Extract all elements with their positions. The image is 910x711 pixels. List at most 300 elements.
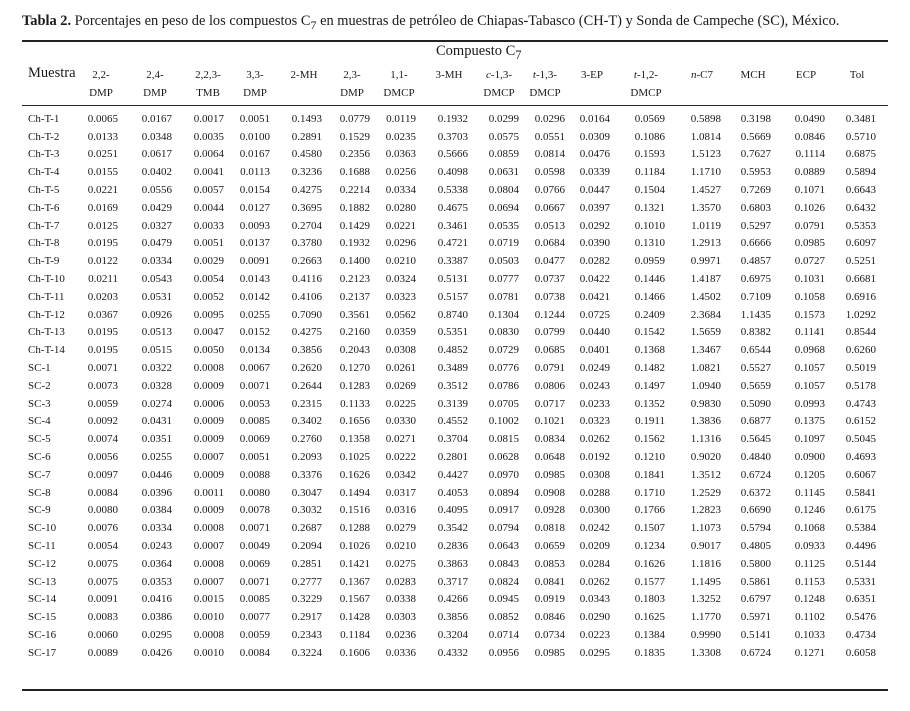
value-cell: 0.0133 [87, 130, 118, 143]
value-cell: 0.0853 [534, 557, 565, 570]
value-cell: 0.0330 [385, 415, 416, 428]
value-cell: 0.8382 [740, 326, 771, 339]
value-cell: 1.3467 [690, 344, 721, 357]
value-cell: 0.5338 [437, 184, 468, 197]
value-cell: 0.5178 [845, 379, 876, 392]
table-row [0, 199, 876, 217]
value-cell: 0.0928 [534, 504, 565, 517]
table-row [0, 377, 876, 395]
value-cell: 0.0142 [239, 290, 270, 303]
value-cell: 0.0402 [141, 166, 172, 179]
column-header: 3,3- DMP [243, 69, 267, 99]
value-cell: 0.0261 [385, 362, 416, 375]
value-cell: 0.0211 [88, 273, 118, 286]
value-cell: 0.4840 [740, 451, 771, 464]
value-cell: 0.2620 [291, 362, 322, 375]
value-cell: 0.2644 [291, 379, 322, 392]
sample-id-cell: Ch-T-12 [28, 308, 65, 321]
value-cell: 0.0985 [794, 237, 825, 250]
value-cell: 0.5666 [437, 148, 468, 161]
value-cell: 0.6097 [845, 237, 876, 250]
value-cell: 0.0279 [385, 522, 416, 535]
value-cell: 0.1429 [339, 219, 370, 232]
value-cell: 0.0476 [579, 148, 610, 161]
value-cell: 0.0846 [794, 130, 825, 143]
table-row [0, 555, 876, 573]
value-cell: 0.0628 [488, 451, 519, 464]
value-cell: 0.1057 [794, 379, 825, 392]
value-cell: 0.0275 [385, 557, 416, 570]
value-cell: 0.6351 [845, 593, 876, 606]
value-cell: 0.0799 [534, 326, 565, 339]
value-cell: 0.0401 [579, 344, 610, 357]
value-cell: 0.0134 [239, 344, 270, 357]
value-cell: 0.5659 [740, 379, 771, 392]
value-cell: 0.1358 [339, 433, 370, 446]
value-cell: 0.6797 [740, 593, 771, 606]
sample-id-cell: SC-6 [28, 451, 51, 464]
value-cell: 0.3703 [437, 130, 468, 143]
value-cell: 0.0008 [193, 629, 224, 641]
value-cell: 0.3236 [291, 166, 322, 179]
value-cell: 0.0089 [87, 646, 118, 659]
column-header: 2,2,3- TMB [195, 69, 221, 99]
value-cell: 0.0717 [534, 397, 565, 410]
table-caption [22, 13, 839, 33]
value-cell: 0.0714 [488, 629, 519, 641]
value-cell: 0.2836 [437, 540, 468, 553]
value-cell: 0.0060 [87, 629, 118, 641]
value-cell: 0.1516 [339, 504, 370, 517]
value-cell: 0.0933 [794, 540, 825, 553]
value-cell: 0.0137 [239, 237, 270, 250]
value-cell: 0.5527 [740, 362, 771, 375]
value-cell: 0.0446 [141, 468, 172, 481]
value-cell: 0.0009 [193, 379, 224, 392]
value-cell: 0.4552 [437, 415, 468, 428]
value-cell: 0.0088 [239, 468, 270, 481]
value-cell: 0.1421 [339, 557, 370, 570]
value-cell: 0.6877 [740, 415, 771, 428]
sample-id-cell: SC-9 [28, 504, 51, 517]
value-cell: 0.0071 [87, 362, 118, 375]
value-cell: 0.0143 [239, 273, 270, 286]
sample-column-header: Muestra [28, 65, 76, 81]
sample-id-cell: Ch-T-1 [28, 112, 60, 125]
value-cell: 0.2801 [437, 451, 468, 464]
bottom-rule [22, 689, 888, 691]
value-cell: 1.4502 [690, 290, 721, 303]
value-cell: 0.0167 [141, 112, 172, 125]
value-cell: 0.0064 [193, 148, 224, 161]
sample-id-cell: SC-13 [28, 575, 57, 588]
value-cell: 0.0282 [579, 255, 610, 268]
value-cell: 2.3684 [690, 308, 721, 321]
value-cell: 0.0203 [87, 290, 118, 303]
value-cell: 0.4098 [437, 166, 468, 179]
value-cell: 0.6175 [845, 504, 876, 517]
value-cell: 0.0339 [579, 166, 610, 179]
value-cell: 1.4527 [690, 184, 721, 197]
value-cell: 0.1210 [634, 451, 665, 464]
value-cell: 0.0705 [488, 397, 519, 410]
value-cell: 1.3570 [690, 201, 721, 214]
table-row [0, 110, 876, 128]
value-cell: 0.0359 [385, 326, 416, 339]
value-cell: 0.6058 [845, 646, 876, 659]
value-cell: 0.0804 [488, 184, 519, 197]
value-cell: 0.0009 [193, 468, 224, 481]
value-cell: 0.0830 [488, 326, 519, 339]
value-cell: 0.5841 [845, 486, 876, 499]
value-cell: 0.3489 [437, 362, 468, 375]
value-cell: 0.8544 [845, 326, 876, 339]
value-cell: 0.0127 [239, 201, 270, 214]
table-row [0, 626, 876, 644]
compound-group-header: Compuesto $C_7$ [436, 43, 522, 62]
value-cell: 1.1316 [690, 433, 721, 446]
value-cell: 0.0223 [579, 629, 610, 641]
value-cell: 0.0078 [239, 504, 270, 517]
value-cell: 0.1688 [339, 166, 370, 179]
table-row [0, 484, 876, 502]
value-cell: 0.4275 [291, 184, 322, 197]
value-cell: 0.2704 [291, 219, 322, 232]
value-cell: 0.5861 [740, 575, 771, 588]
value-cell: 0.0490 [794, 112, 825, 125]
value-cell: 0.0255 [141, 451, 172, 464]
value-cell: 0.5251 [845, 255, 876, 268]
value-cell: 1.3252 [690, 593, 721, 606]
sample-id-cell: Ch-T-3 [28, 148, 60, 161]
value-cell: 0.0269 [385, 379, 416, 392]
value-cell: 0.0295 [141, 629, 172, 641]
value-cell: 0.3387 [437, 255, 468, 268]
value-cell: 0.0859 [488, 148, 519, 161]
value-cell: 0.0210 [385, 540, 416, 553]
sample-id-cell: Ch-T-2 [28, 130, 60, 143]
value-cell: 1.5659 [690, 326, 721, 339]
value-cell: 0.1446 [634, 273, 665, 286]
value-cell: 0.2343 [291, 629, 322, 641]
value-cell: 0.6260 [845, 344, 876, 357]
value-cell: 0.0008 [193, 362, 224, 375]
value-cell: 0.0719 [488, 237, 519, 250]
value-cell: 0.1310 [634, 237, 665, 250]
value-cell: 0.4743 [845, 397, 876, 410]
column-header: t-1,3- DMCP [529, 69, 561, 99]
value-cell: 0.0303 [385, 611, 416, 624]
value-cell: 0.0164 [579, 112, 610, 125]
value-cell: 0.0342 [385, 468, 416, 481]
value-cell: 0.1352 [634, 397, 665, 410]
value-cell: 0.0251 [87, 148, 118, 161]
value-cell: 0.0249 [579, 362, 610, 375]
value-cell: 0.0970 [488, 468, 519, 481]
value-cell: 0.0429 [141, 201, 172, 214]
value-cell: 0.1932 [339, 237, 370, 250]
value-cell: 0.1026 [794, 201, 825, 214]
value-cell: 0.1626 [339, 468, 370, 481]
value-cell: 1.1816 [690, 557, 721, 570]
table-row [0, 466, 876, 484]
value-cell: 0.0956 [488, 646, 519, 659]
value-cell: 0.4106 [291, 290, 322, 303]
value-cell: 0.1932 [437, 112, 468, 125]
value-cell: 0.5898 [690, 112, 721, 125]
value-cell: 0.5131 [437, 273, 468, 286]
value-cell: 0.4116 [292, 273, 322, 286]
sample-id-cell: SC-15 [28, 611, 57, 624]
value-cell: 0.0900 [794, 451, 825, 464]
value-cell: 0.1562 [634, 433, 665, 446]
value-cell: 0.2891 [291, 130, 322, 143]
sample-id-cell: SC-12 [28, 557, 57, 570]
value-cell: 0.0421 [579, 290, 610, 303]
value-cell: 0.3461 [437, 219, 468, 232]
value-cell: 0.7090 [291, 308, 322, 321]
table-row [0, 217, 876, 235]
value-cell: 0.1321 [634, 201, 665, 214]
value-cell: 0.6975 [740, 273, 771, 286]
value-cell: 0.0033 [193, 219, 224, 232]
value-cell: 0.0059 [239, 629, 270, 641]
value-cell: 0.0059 [87, 397, 118, 410]
value-cell: 0.1593 [634, 148, 665, 161]
value-cell: 0.7627 [740, 148, 771, 161]
value-cell: 0.0327 [141, 219, 172, 232]
value-cell: 0.0422 [579, 273, 610, 286]
value-cell: 0.0071 [239, 522, 270, 535]
value-cell: 0.1497 [634, 379, 665, 392]
value-cell: 0.5331 [845, 575, 876, 588]
value-cell: 0.0685 [534, 344, 565, 357]
value-cell: 0.0222 [385, 451, 416, 464]
value-cell: 0.1021 [534, 415, 565, 428]
value-cell: 0.0052 [193, 290, 224, 303]
value-cell: 0.0824 [488, 575, 519, 588]
value-cell: 0.0300 [579, 504, 610, 517]
value-cell: 0.0195 [87, 344, 118, 357]
value-cell: 0.0396 [141, 486, 172, 499]
value-cell: 0.0575 [488, 130, 519, 143]
value-cell: 0.0053 [239, 397, 270, 410]
table-row [0, 448, 876, 466]
caption-label: Tabla 2. [22, 13, 72, 29]
value-cell: 0.3047 [291, 486, 322, 499]
value-cell: 0.1367 [339, 575, 370, 588]
table-row [0, 235, 876, 253]
value-cell: 0.0351 [141, 433, 172, 446]
value-cell: 0.0296 [385, 237, 416, 250]
value-cell: 0.0353 [141, 575, 172, 588]
value-cell: 0.0919 [534, 593, 565, 606]
value-cell: 0.0725 [579, 308, 610, 321]
value-cell: 0.0041 [193, 166, 224, 179]
value-cell: 0.6067 [845, 468, 876, 481]
value-cell: 0.0543 [141, 273, 172, 286]
value-cell: 0.1428 [339, 611, 370, 624]
value-cell: 0.3032 [291, 504, 322, 517]
value-cell: 0.0959 [634, 255, 665, 268]
value-cell: 1.1770 [690, 611, 721, 624]
column-header: MCH [740, 69, 766, 81]
value-cell: 0.1494 [339, 486, 370, 499]
value-cell: 0.1184 [340, 629, 370, 641]
value-cell: 0.1400 [339, 255, 370, 268]
value-cell: 0.4675 [437, 201, 468, 214]
value-cell: 0.9990 [690, 629, 721, 641]
sample-id-cell: Ch-T-9 [28, 255, 60, 268]
value-cell: 0.3229 [291, 593, 322, 606]
value-cell: 0.0236 [385, 629, 416, 641]
value-cell: 0.1626 [634, 557, 665, 570]
sample-id-cell: SC-8 [28, 486, 51, 499]
value-cell: 0.1033 [794, 629, 825, 641]
value-cell: 0.0908 [534, 486, 565, 499]
value-cell: 0.1606 [339, 646, 370, 659]
value-cell: 0.0781 [488, 290, 519, 303]
table-row [0, 591, 876, 609]
value-cell: 0.4857 [740, 255, 771, 268]
value-cell: 0.1567 [339, 593, 370, 606]
value-cell: 0.0195 [87, 237, 118, 250]
value-cell: 0.0397 [579, 201, 610, 214]
header-rule [22, 105, 888, 106]
value-cell: 0.4580 [291, 148, 322, 161]
value-cell: 0.9020 [690, 451, 721, 464]
value-cell: 0.0846 [534, 611, 565, 624]
sample-id-cell: SC-4 [28, 415, 51, 428]
value-cell: 0.0097 [87, 468, 118, 481]
value-cell: 0.0083 [87, 611, 118, 624]
value-cell: 0.5645 [740, 433, 771, 446]
value-cell: 0.5953 [740, 166, 771, 179]
value-cell: 0.1248 [794, 593, 825, 606]
value-cell: 0.1002 [488, 415, 519, 428]
value-cell: 0.0069 [239, 557, 270, 570]
value-cell: 0.1493 [291, 112, 322, 125]
value-cell: 0.0985 [534, 646, 565, 659]
table-row [0, 359, 876, 377]
column-header: n-C7 [691, 69, 713, 81]
sample-id-cell: Ch-T-11 [28, 290, 65, 303]
value-cell: 0.5351 [437, 326, 468, 339]
value-cell: 0.3695 [291, 201, 322, 214]
value-cell: 0.0734 [534, 629, 565, 641]
table-row [0, 519, 876, 537]
table-row [0, 181, 876, 199]
value-cell: 0.0503 [488, 255, 519, 268]
value-cell: 0.0044 [193, 201, 224, 214]
value-cell: 0.0343 [579, 593, 610, 606]
value-cell: 0.0080 [239, 486, 270, 499]
value-cell: 0.0818 [534, 522, 565, 535]
value-cell: 0.3542 [437, 522, 468, 535]
value-cell: 0.0225 [385, 397, 416, 410]
value-cell: 0.5141 [740, 629, 771, 641]
sample-id-cell: Ch-T-6 [28, 201, 60, 214]
value-cell: 1.2913 [690, 237, 721, 250]
value-cell: 0.5384 [845, 522, 876, 535]
table-row [0, 395, 876, 413]
value-cell: 0.0076 [87, 522, 118, 535]
table-row [0, 324, 876, 342]
value-cell: 0.1482 [634, 362, 665, 375]
value-cell: 0.0029 [193, 255, 224, 268]
value-cell: 0.5019 [845, 362, 876, 375]
value-cell: 0.0479 [141, 237, 172, 250]
table-row [0, 413, 876, 431]
table-row [0, 288, 876, 306]
value-cell: 0.0531 [141, 290, 172, 303]
value-cell: 0.0047 [193, 326, 224, 339]
value-cell: 0.1086 [634, 130, 665, 143]
value-cell: 0.0243 [141, 540, 172, 553]
value-cell: 0.0051 [239, 112, 270, 125]
sample-id-cell: SC-2 [28, 379, 51, 392]
column-header: ECP [795, 69, 817, 81]
value-cell: 0.0727 [794, 255, 825, 268]
value-cell: 0.0011 [194, 486, 224, 499]
value-cell: 0.0631 [488, 166, 519, 179]
value-cell: 0.0084 [239, 646, 270, 659]
value-cell: 0.0779 [339, 112, 370, 125]
value-cell: 0.0073 [87, 379, 118, 392]
value-cell: 0.1841 [634, 468, 665, 481]
value-cell: 0.0384 [141, 504, 172, 517]
value-cell: 0.3780 [291, 237, 322, 250]
value-cell: 0.0993 [794, 397, 825, 410]
value-cell: 0.0737 [534, 273, 565, 286]
value-cell: 0.0255 [239, 308, 270, 321]
value-cell: 0.0292 [579, 219, 610, 232]
value-cell: 0.1573 [794, 308, 825, 321]
value-cell: 0.0243 [579, 379, 610, 392]
value-cell: 0.2315 [291, 397, 322, 410]
value-cell: 0.2760 [291, 433, 322, 446]
value-cell: 0.1656 [339, 415, 370, 428]
table-row [0, 573, 876, 591]
value-cell: 0.0242 [579, 522, 610, 535]
column-header: 3-EP [581, 69, 603, 81]
value-cell: 0.4053 [437, 486, 468, 499]
value-cell: 0.1766 [634, 504, 665, 517]
value-cell: 0.0169 [87, 201, 118, 214]
table-row [0, 270, 876, 288]
table-row [0, 430, 876, 448]
value-cell: 0.4805 [740, 540, 771, 553]
value-cell: 0.2093 [291, 451, 322, 464]
value-cell: 0.0051 [193, 237, 224, 250]
value-cell: 0.0791 [794, 219, 825, 232]
value-cell: 0.1184 [635, 166, 665, 179]
value-cell: 1.1073 [690, 522, 721, 535]
column-header: 1,1- DMCP [383, 69, 415, 99]
value-cell: 0.0100 [239, 130, 270, 143]
value-cell: 0.3139 [437, 397, 468, 410]
value-cell: 0.0364 [141, 557, 172, 570]
value-cell: 0.0167 [239, 148, 270, 161]
value-cell: 0.2663 [291, 255, 322, 268]
value-cell: 0.0283 [385, 575, 416, 588]
value-cell: 0.0007 [193, 451, 224, 464]
value-cell: 0.0426 [141, 646, 172, 659]
value-cell: 0.0328 [141, 379, 172, 392]
value-cell: 0.0271 [385, 433, 416, 446]
value-cell: 0.0551 [534, 130, 565, 143]
sample-id-cell: SC-16 [28, 629, 57, 641]
